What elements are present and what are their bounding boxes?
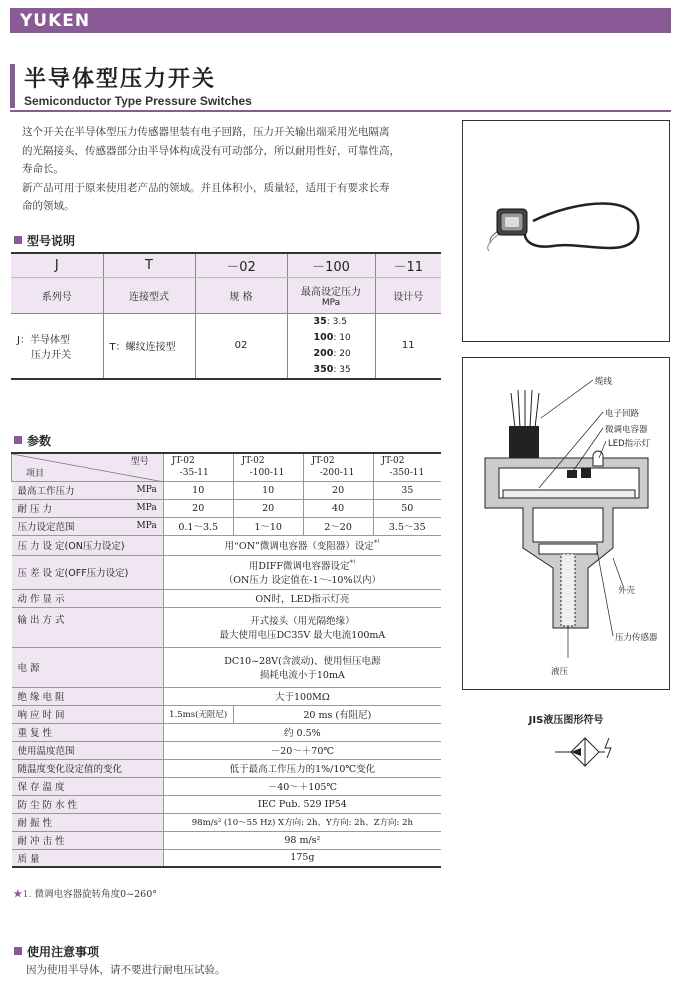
- value-connection: T：螺纹连接型: [103, 313, 195, 379]
- section-diagram: [462, 357, 670, 690]
- model-name: JT-02: [241, 456, 265, 467]
- row-label: 耐 振 性: [12, 813, 164, 831]
- code-pressure: －100: [287, 253, 375, 277]
- footnote-text: 微调电容器旋转角度0~260°: [34, 889, 157, 900]
- table-row: [12, 555, 442, 589]
- row-label: 使用温度范围: [12, 741, 164, 759]
- header-item: 项目: [26, 468, 45, 479]
- cell: 10: [163, 481, 233, 499]
- model-name: JT-02: [311, 456, 335, 467]
- pressure-switch-photo: [463, 121, 669, 341]
- code-series: J: [11, 253, 103, 277]
- footnote: [13, 886, 157, 900]
- heading-square-icon: [14, 947, 22, 955]
- table-row: [12, 607, 442, 647]
- pressure-option: 35: 3.5: [313, 315, 347, 327]
- row-label: 重 复 性: [12, 723, 164, 741]
- table-row: [12, 499, 442, 517]
- label-trimmer: 微调电容器: [605, 425, 648, 435]
- code-size: －02: [195, 253, 287, 277]
- series-line: J：半导体型: [17, 334, 70, 346]
- intro-line: 的光隔接头，传感器部分由半导体构成没有可动部分，所以耐用性好，可靠性高，: [22, 144, 400, 157]
- table-row: [12, 741, 442, 759]
- value-size: 02: [195, 313, 287, 379]
- cell: 20: [233, 499, 303, 517]
- model-suffix: -200-11: [319, 468, 355, 479]
- model-suffix: -350-11: [389, 468, 425, 479]
- row-label: 绝 缘 电 阻: [12, 687, 164, 705]
- model-col: [163, 453, 233, 481]
- label-size: 规 格: [195, 277, 287, 313]
- label-cable: 缆线: [595, 377, 613, 387]
- model-code-table: [11, 252, 441, 380]
- cell: 50: [373, 499, 441, 517]
- pressure-switch-symbol-icon: [555, 732, 625, 772]
- pressure-option: 100: 10: [313, 331, 351, 343]
- brand-logo: YUKEN: [20, 11, 91, 31]
- row-label: 压 差 设 定(OFF压力设定): [12, 555, 164, 589]
- params-heading: [14, 432, 51, 449]
- label-connection: 连接型式: [103, 277, 195, 313]
- row-label: 防 尘 防 水 性: [12, 795, 164, 813]
- cell: 约 0.5%: [163, 723, 441, 741]
- cell: －40～＋105℃: [163, 777, 441, 795]
- cell: IEC Pub. 529 IP54: [163, 795, 441, 813]
- row-label: 耐 冲 击 性: [12, 831, 164, 849]
- model-name: JT-02: [171, 456, 195, 467]
- cell: 98 m/s²: [163, 831, 441, 849]
- cell: 大于100MΩ: [163, 687, 441, 705]
- code-design: －11: [375, 253, 441, 277]
- table-row: [12, 535, 442, 555]
- cell: 10: [233, 481, 303, 499]
- pressure-option: 200: 20: [313, 347, 351, 359]
- model-suffix: -100-11: [249, 468, 285, 479]
- table-row: [12, 795, 442, 813]
- row-label: 输 出 方 式: [12, 607, 164, 647]
- label-pressure: [287, 277, 375, 313]
- notice-heading-text: 使用注意事项: [27, 945, 100, 959]
- cell: DC10~28V(含波动)、使用恒压电源 损耗电流小于10mA: [163, 647, 441, 687]
- label-series: 系列号: [11, 277, 103, 313]
- cell: 用“ON”微调电容器（变阻器）设定$^{*^1}$: [163, 535, 441, 555]
- model-heading-text: 型号说明: [27, 234, 76, 248]
- row-label: 质 量: [12, 849, 164, 867]
- table-row: [12, 777, 442, 795]
- table-row: [12, 849, 442, 867]
- intro-line: 寿命长。: [22, 163, 64, 175]
- label-housing: 外壳: [618, 586, 636, 596]
- table-row: [12, 647, 442, 687]
- cell: 3.5～35: [373, 517, 441, 535]
- params-heading-text: 参数: [27, 434, 52, 448]
- title-accent: [10, 64, 15, 108]
- footnote-mark: ★1.: [13, 889, 32, 900]
- cell: 2～20: [303, 517, 373, 535]
- intro-line: 新产品可用于原来使用老产品的领域。并且体积小，质量轻，适用于有要求长寿: [22, 181, 390, 194]
- label-hydraulic: 液压: [551, 667, 569, 677]
- label-design: 设计号: [375, 277, 441, 313]
- cell: 20 ms (有阻尼): [233, 705, 441, 723]
- heading-square-icon: [14, 436, 22, 444]
- cell: ON时，LED指示灯亮: [163, 589, 441, 607]
- cross-section-drawing: [463, 358, 669, 689]
- notice-text: 因为使用半导体，请不要进行耐电压试验。: [26, 964, 226, 976]
- title-divider: [10, 110, 671, 112]
- row-label: 最高工作压力 MPa: [12, 481, 164, 499]
- value-design: 11: [375, 313, 441, 379]
- product-photo: [462, 120, 670, 342]
- heading-square-icon: [14, 236, 22, 244]
- jis-symbol-title: JIS液压图形符号: [528, 715, 604, 726]
- series-line: 压力开关: [31, 349, 71, 361]
- cell: 40: [303, 499, 373, 517]
- model-name: JT-02: [381, 456, 405, 467]
- row-label: 耐 压 力 MPa: [12, 499, 164, 517]
- row-label: 电 源: [12, 647, 164, 687]
- label-circuit: 电子回路: [605, 409, 640, 419]
- row-label: 响 应 时 间: [12, 705, 164, 723]
- value-series: [11, 313, 103, 379]
- table-row: [12, 759, 442, 777]
- page-subtitle: Semiconductor Type Pressure Switches: [24, 94, 252, 108]
- cell: 开式接头（用光隔绝缘） 最大使用电压DC35V 最大电流100mA: [163, 607, 441, 647]
- table-row: [12, 705, 442, 723]
- table-row: [12, 831, 442, 849]
- notice-heading: [14, 943, 99, 960]
- code-connection: T: [103, 253, 195, 277]
- model-heading: [14, 232, 75, 249]
- label-pressure-text: 最高设定压力: [301, 286, 361, 298]
- row-label: 压 力 设 定(ON压力设定): [12, 535, 164, 555]
- row-label: 动 作 显 示: [12, 589, 164, 607]
- model-col: [303, 453, 373, 481]
- label-sensor: 压力传感器: [615, 633, 658, 643]
- pressure-option: 350: 35: [313, 363, 351, 375]
- label-led: LED指示灯: [608, 439, 651, 449]
- table-row: [12, 813, 442, 831]
- intro-line: 命的领域。: [22, 200, 75, 212]
- table-row: [12, 481, 442, 499]
- table-row: [12, 723, 442, 741]
- intro-text: [22, 123, 447, 216]
- table-row: [12, 517, 442, 535]
- cell: －20～＋70℃: [163, 741, 441, 759]
- cell: 1.5ms(无阻尼): [163, 705, 233, 723]
- cell: 20: [163, 499, 233, 517]
- model-suffix: -35-11: [179, 468, 209, 479]
- row-label: 压力设定范围 MPa: [12, 517, 164, 535]
- row-label: 保 存 温 度: [12, 777, 164, 795]
- cell: 0.1～3.5: [163, 517, 233, 535]
- cell: 175g: [163, 849, 441, 867]
- cell: 用DIFF微调电容器设定$^{*^1}$ （ON压力 设定值在-1～-10%以内）: [163, 555, 441, 589]
- spec-table: [11, 452, 441, 868]
- cell: 98m/s² (10～55 Hz) X方向: 2h、Y方向: 2h、Z方向: 2h: [163, 813, 441, 831]
- jis-symbol-icon: [555, 732, 625, 776]
- intro-line: 这个开关在半导体型压力传感器里装有电子回路，压力开关输出端采用光电隔离: [22, 126, 390, 138]
- label-pressure-unit: MPa: [321, 297, 341, 308]
- table-row: [12, 589, 442, 607]
- cell: 35: [373, 481, 441, 499]
- header-model: 型号: [130, 457, 149, 467]
- cell: 1～10: [233, 517, 303, 535]
- cell: 低于最高工作压力的1%/10℃变化: [163, 759, 441, 777]
- model-col: [233, 453, 303, 481]
- cell: 20: [303, 481, 373, 499]
- value-pressure-list: [287, 313, 375, 379]
- table-row: [12, 687, 442, 705]
- row-label: 随温度变化设定值的变化: [12, 759, 164, 777]
- model-col: [373, 453, 441, 481]
- header-bar: [10, 8, 671, 33]
- header-corner: [12, 453, 164, 481]
- page-title: 半导体型压力开关: [24, 67, 217, 92]
